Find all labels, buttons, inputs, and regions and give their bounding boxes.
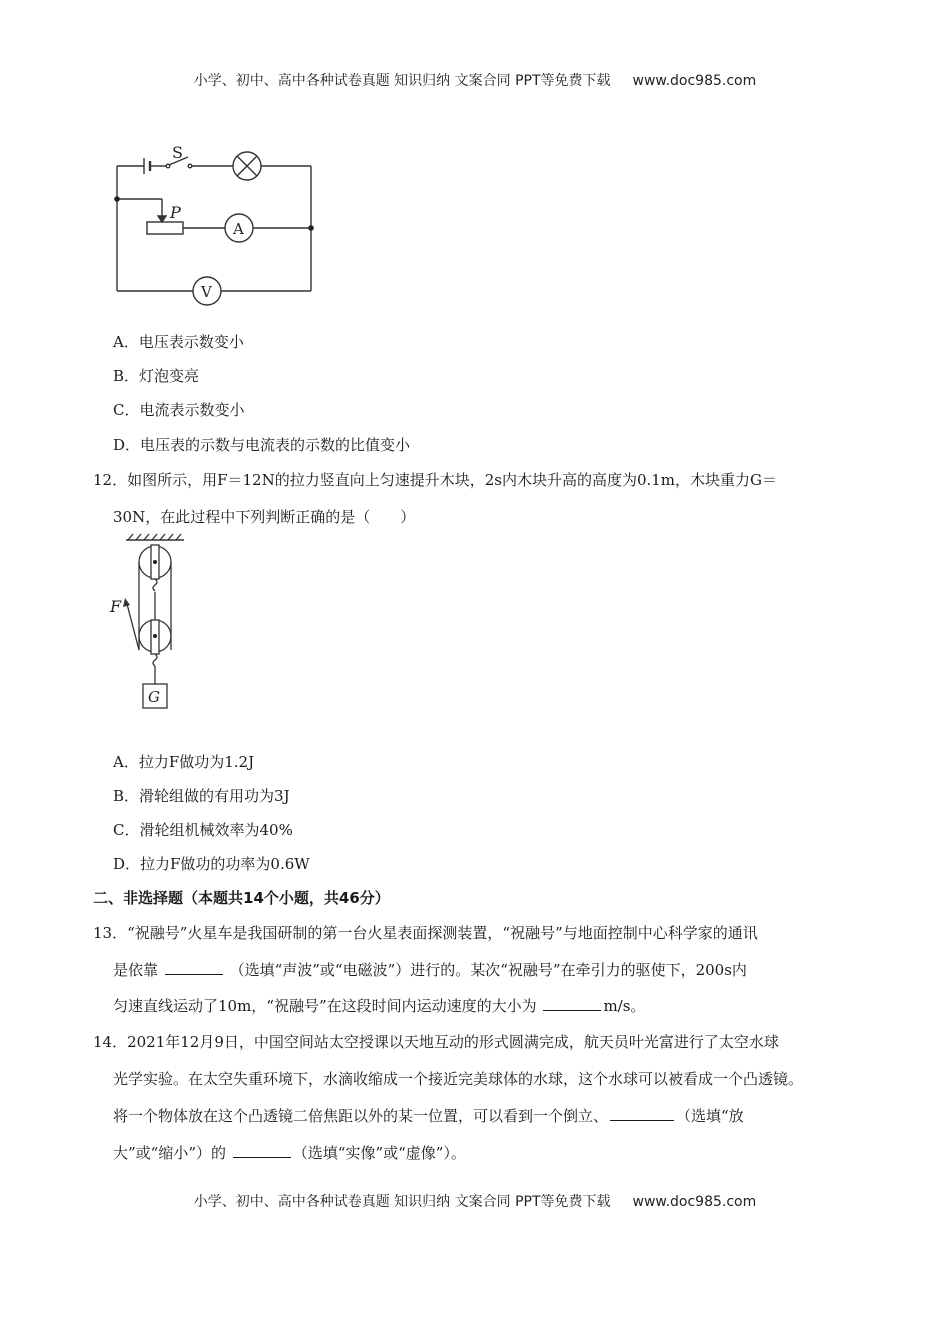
footer-text: 小学、初中、高中各种试卷真题 知识归纳 文案合同 PPT等免费下载	[193, 1194, 611, 1210]
q14-line1: 14．2021年12月9日，中国空间站太空授课以天地互动的形式圆满完成，航天员叶光富进行了太空水球	[93, 1033, 779, 1051]
q11-option-a: A．电压表示数变小	[113, 333, 244, 351]
q14-line3	[113, 1105, 744, 1126]
weight-label: G	[148, 688, 160, 706]
junction-dot	[114, 196, 120, 202]
answer-blank[interactable]	[165, 960, 223, 975]
force-label: F	[110, 597, 122, 616]
page-footer	[0, 1191, 950, 1211]
q12-option-d: D．拉力F做功的功率为0.6W	[113, 855, 310, 873]
q14-line3-b: （选填“放	[676, 1107, 744, 1125]
q12-stem-line2: 30N，在此过程中下列判断正确的是（ ）	[113, 508, 416, 526]
q13-line2-b: （选填“声波”或“电磁波”）进行的。某次“祝融号”在牵引力的驱使下，200s内	[229, 961, 747, 979]
section-title: 二、非选择题（本题共14个小题，共46分）	[93, 889, 390, 907]
q14-line3-a: 将一个物体放在这个凸透镜二倍焦距以外的某一位置，可以看到一个倒立、	[113, 1107, 609, 1125]
answer-blank[interactable]	[543, 996, 601, 1011]
q13-line3	[113, 995, 645, 1016]
q12-option-c: C．滑轮组机械效率为40%	[113, 821, 293, 839]
circuit-diagram	[100, 138, 330, 308]
q13-line2	[113, 959, 747, 980]
slider-label: P	[170, 203, 181, 222]
footer-site-link[interactable]: www.doc985.com	[632, 1194, 757, 1210]
page-header	[0, 70, 950, 90]
q12-option-b: B．滑轮组做的有用功为3J	[113, 787, 290, 805]
voltmeter-label: V	[201, 283, 212, 301]
answer-blank[interactable]	[233, 1143, 291, 1158]
q13-line1: 13．“祝融号”火星车是我国研制的第一台火星表面探测装置，“祝融号”与地面控制中心科学家的通讯	[93, 924, 758, 942]
q14-line4	[113, 1142, 466, 1163]
switch-label: S	[172, 143, 183, 162]
q12-stem-line1: 12．如图所示，用F＝12N的拉力竖直向上匀速提升木块，2s内木块升高的高度为0.1m，木块重力G＝	[93, 471, 778, 489]
q14-line4-b: （选填“实像”或“虚像”）。	[292, 1144, 466, 1162]
q14-line4-a: 大”或“缩小”）的	[113, 1144, 227, 1162]
q13-line2-a: 是依靠	[113, 961, 159, 979]
ammeter-label: A	[233, 220, 244, 238]
rheostat	[147, 222, 183, 234]
header-text: 小学、初中、高中各种试卷真题 知识归纳 文案合同 PPT等免费下载	[193, 73, 611, 89]
q11-option-c: C．电流表示数变小	[113, 401, 245, 419]
q12-option-a: A．拉力F做功为1.2J	[113, 753, 255, 771]
q13-line3-a: 匀速直线运动了10m，“祝融号”在这段时间内运动速度的大小为	[113, 997, 537, 1015]
answer-blank[interactable]	[610, 1106, 674, 1121]
q14-line2: 光学实验。在太空失重环境下，水滴收缩成一个接近完美球体的水球，这个水球可以被看成一个凸透镜。	[113, 1070, 804, 1088]
junction-dot	[308, 225, 314, 231]
q13-line3-b: m/s。	[603, 997, 646, 1015]
header-site-link[interactable]: www.doc985.com	[632, 73, 757, 89]
pulley-diagram	[106, 532, 196, 714]
q11-option-b: B．灯泡变亮	[113, 367, 200, 385]
force-arrow-icon	[123, 598, 130, 607]
q11-option-d: D．电压表的示数与电流表的示数的比值变小	[113, 436, 411, 454]
